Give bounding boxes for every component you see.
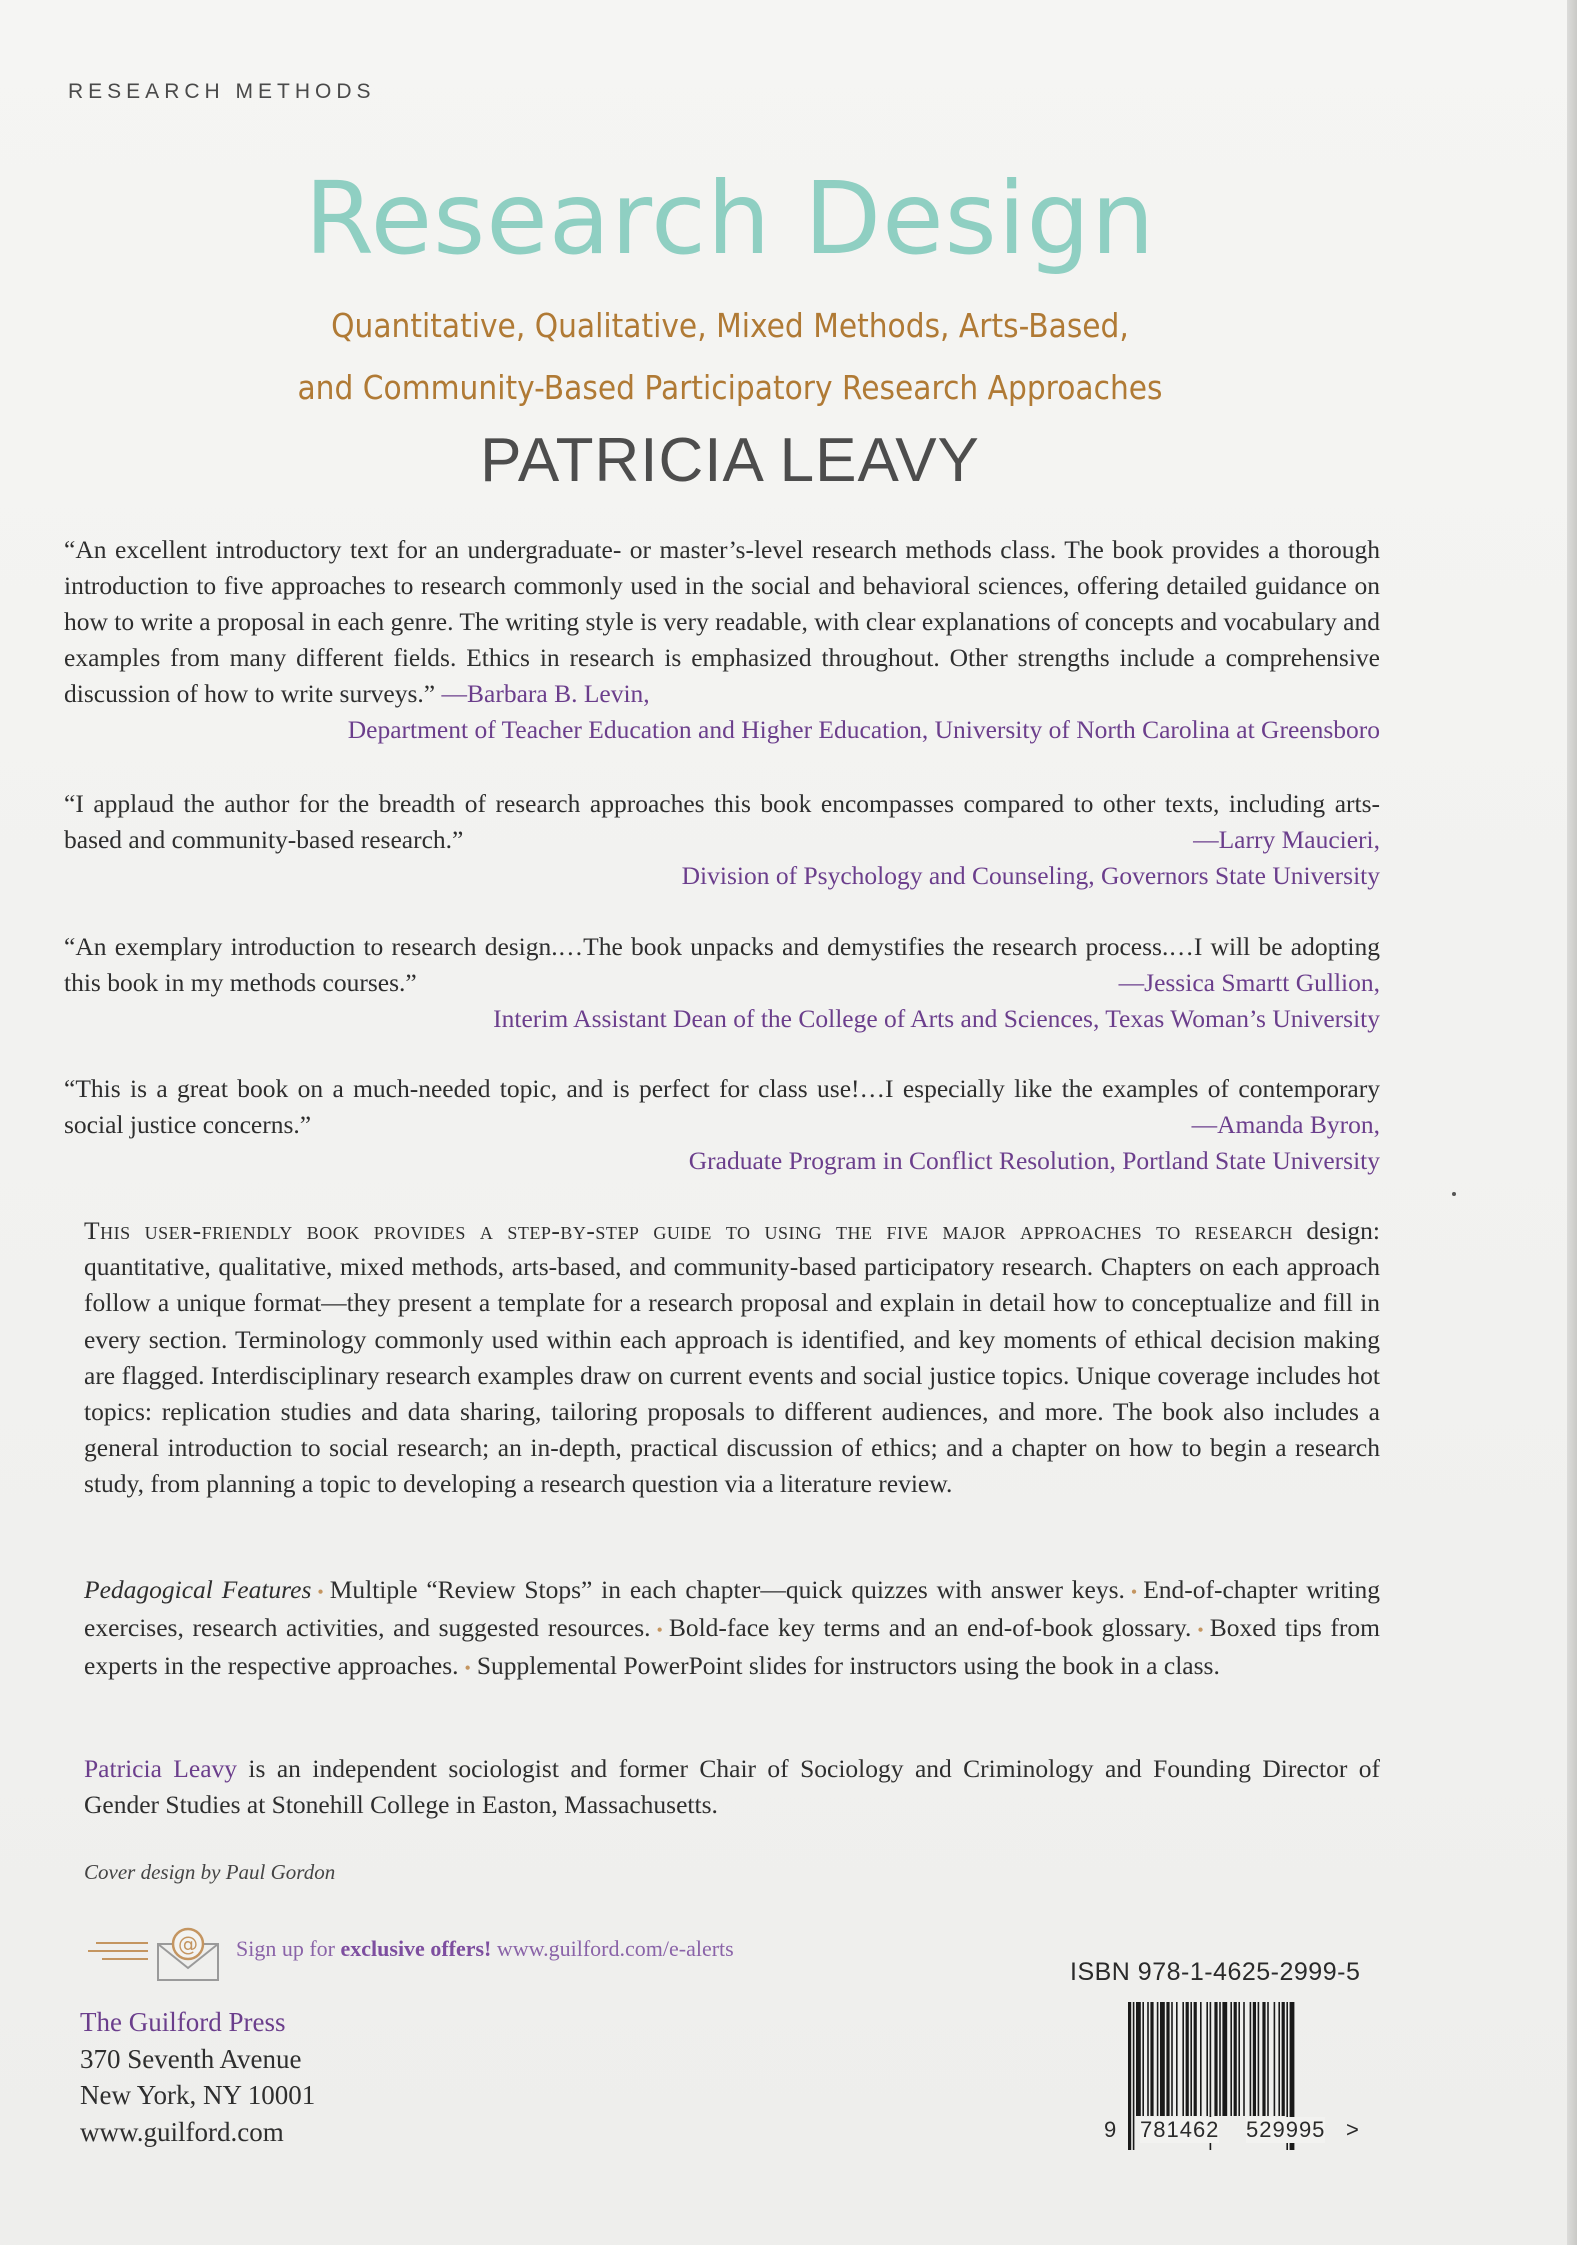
barcode-bar [1142, 2002, 1144, 2116]
barcode-bar [1267, 2002, 1269, 2116]
quote-affiliation: Division of Psychology and Counseling, Governors State University [681, 861, 1380, 890]
author-name: PATRICIA LEAVY [480, 426, 980, 495]
barcode-bar [1274, 2002, 1276, 2116]
barcode-bar [1190, 2002, 1192, 2116]
quote-author: —Barbara B. Levin, [441, 679, 650, 708]
barcode-bar [1258, 2002, 1260, 2116]
email-envelope-icon [154, 1926, 226, 1984]
bullet-icon: • [464, 1658, 471, 1679]
feature-item: Boxed tips from experts in the respective approaches. [84, 1613, 1380, 1681]
barcode-bar [1234, 2002, 1237, 2116]
barcode-bar [1230, 2002, 1232, 2116]
barcode-bar [1262, 2002, 1265, 2116]
signup-text[interactable] [236, 1936, 734, 1962]
barcode-bar [1194, 2002, 1197, 2116]
pedagogical-features [84, 1572, 1380, 1687]
features-label: Pedagogical Features [84, 1575, 312, 1604]
svg-text:@: @ [178, 1932, 198, 1956]
barcode-bar [1176, 2002, 1178, 2116]
series-label: RESEARCH METHODS [68, 80, 376, 103]
bullet-icon: • [317, 1582, 324, 1602]
barcode-bar [1147, 2002, 1149, 2116]
barcode-bar [1150, 2002, 1153, 2116]
quote-text: “An excellent introductory text for an undergraduate- or master’s-level research methods class. The book provides a thorough introduction to five approaches to research commonly used in the social and behavioral sciences, offering detailed guidance on how to write a proposal in each genre. The writing style is very readable, with clear explanations of concepts and vocabulary and examples from many different fields. Ethics in research is emphasized throughout. Other strengths include a comprehensive discussion of how to write surveys.” [64, 535, 1380, 708]
barcode-bar [1253, 2002, 1256, 2116]
signup-url[interactable]: www.guilford.com/e-alerts [491, 1936, 734, 1961]
quote-affiliation: Graduate Program in Conflict Resolution, Portland State University [688, 1146, 1380, 1175]
barcode-bar [1186, 2002, 1189, 2116]
quote-author: —Jessica Smartt Gullion, [1118, 968, 1380, 997]
barcode-bar [1160, 2002, 1165, 2116]
barcode-bar [1200, 2002, 1202, 2116]
endorsement-quote [64, 929, 1380, 1037]
description-body: design: quantitative, qualitative, mixed methods, arts-based, and community-based participatory research. Chapters on each approach follow a unique format—they present a template for a research proposal and explain in detail how to conceptualize and fill in every section. Terminology commonly used within each approach is identified, and key moments of ethical decision making are flagged. Interdisciplinary research examples draw on current events and social justice topics. Unique coverage includes hot topics: replication studies and data sharing, tailoring proposals to different audiences, and more. The book also includes a general introduction to social research; an in-depth, practical discussion of ethics; and a chapter on how to begin a research study, from planning a topic to developing a research question via a literature review. [84, 1216, 1381, 1499]
author-bio [84, 1751, 1380, 1823]
publisher-address-2: New York, NY 10001 [80, 2080, 316, 2110]
barcode-bar [1171, 2002, 1173, 2116]
cover-credit: Cover design by Paul Gordon [84, 1860, 336, 1884]
feature-item: End-of-chapter writing exercises, research activities, and suggested resources. [84, 1575, 1380, 1643]
book-description [84, 1213, 1380, 1503]
quote-text: “This is a great book on a much-needed topic, and is perfect for class use!…I especially like the examples of contemporary social justice concerns.” [64, 1074, 1380, 1139]
quote-text: “I applaud the author for the breadth of research approaches this book encompasses compared to other texts, including arts-based and community-based research.” [64, 789, 1380, 854]
publisher-address-1: 370 Seventh Avenue [80, 2043, 302, 2074]
subtitle-line-2: and Community-Based Participatory Research Approaches [297, 368, 1163, 407]
quote-affiliation: Department of Teacher Education and Higher Education, University of North Carolina at Greensboro [347, 715, 1380, 744]
signup-prefix: Sign up for [236, 1936, 341, 1961]
barcode-bar [1222, 2002, 1227, 2116]
bullet-icon: • [1130, 1582, 1138, 1602]
barcode-bar [1133, 2002, 1135, 2150]
barcode-bar [1250, 2002, 1252, 2116]
description-lead: This user-friendly book provides a step-by-step guide to using the five major approaches to research [84, 1216, 1293, 1245]
bullet-icon: • [1197, 1620, 1204, 1641]
endorsement-quote [64, 1071, 1380, 1179]
subtitle-line-1: Quantitative, Qualitative, Mixed Methods, Arts-Based, [331, 306, 1129, 345]
feature-item: Bold-face key terms and an end-of-book glossary. [668, 1613, 1192, 1643]
barcode-bar [1238, 2002, 1240, 2116]
endorsement-quote [64, 532, 1380, 748]
speck [1452, 1192, 1456, 1196]
signup-offer: exclusive offers! [340, 1936, 492, 1961]
barcode-bar [1136, 2002, 1141, 2116]
email-signup[interactable] [88, 1924, 848, 1984]
speed-lines [88, 1942, 148, 1966]
feature-item: Supplemental PowerPoint slides for instructors using the book in a class. [476, 1651, 1220, 1681]
bio-text: is an independent sociologist and former Chair of Sociology and Criminology and Founding Director of Gender Studies at Stonehill College in Easton, Massachusetts. [84, 1754, 1380, 1820]
publisher-name: The Guilford Press [80, 2007, 286, 2037]
publisher-block [80, 2004, 315, 2150]
barcode-tail: > [1346, 2117, 1359, 2142]
barcode-digits-left: 781462 [1140, 2117, 1220, 2142]
bullet-icon: • [656, 1620, 663, 1641]
barcode-bar [1206, 2002, 1208, 2116]
endorsement-quote [64, 786, 1380, 894]
quote-text: “An exemplary introduction to research design.…The book unpacks and demystifies the research process.…I will be adopting this book in my methods courses.” [64, 932, 1380, 997]
quote-author: —Amanda Byron, [1191, 1110, 1380, 1139]
book-title: Research Design [304, 160, 1156, 277]
barcode-bar [1243, 2002, 1245, 2116]
barcode-bar [1219, 2002, 1221, 2116]
publisher-website[interactable]: www.guilford.com [80, 2116, 284, 2147]
barcode-digits-right: 529995 [1246, 2117, 1326, 2142]
isbn-label: ISBN 978-1-4625-2999-5 [1070, 1958, 1361, 1986]
barcode-bar [1182, 2002, 1184, 2116]
barcode-lead-digit: 9 [1104, 2117, 1117, 2142]
barcode-bar [1282, 2002, 1285, 2116]
quote-affiliation: Interim Assistant Dean of the College of Arts and Sciences, Texas Woman’s University [493, 1004, 1380, 1033]
barcode-bar [1214, 2002, 1217, 2116]
barcode-bar [1157, 2002, 1159, 2116]
quote-author: —Larry Maucieri, [1193, 825, 1380, 854]
barcode-bar [1166, 2002, 1169, 2116]
bio-name: Patricia Leavy [84, 1754, 238, 1783]
feature-item: Multiple “Review Stops” in each chapter—quick quizzes with answer keys. [329, 1575, 1125, 1604]
barcode-bar [1128, 2002, 1131, 2150]
book-subtitle [73, 295, 1387, 419]
cover-edge [1567, 0, 1577, 2245]
barcode-bar [1278, 2002, 1280, 2116]
